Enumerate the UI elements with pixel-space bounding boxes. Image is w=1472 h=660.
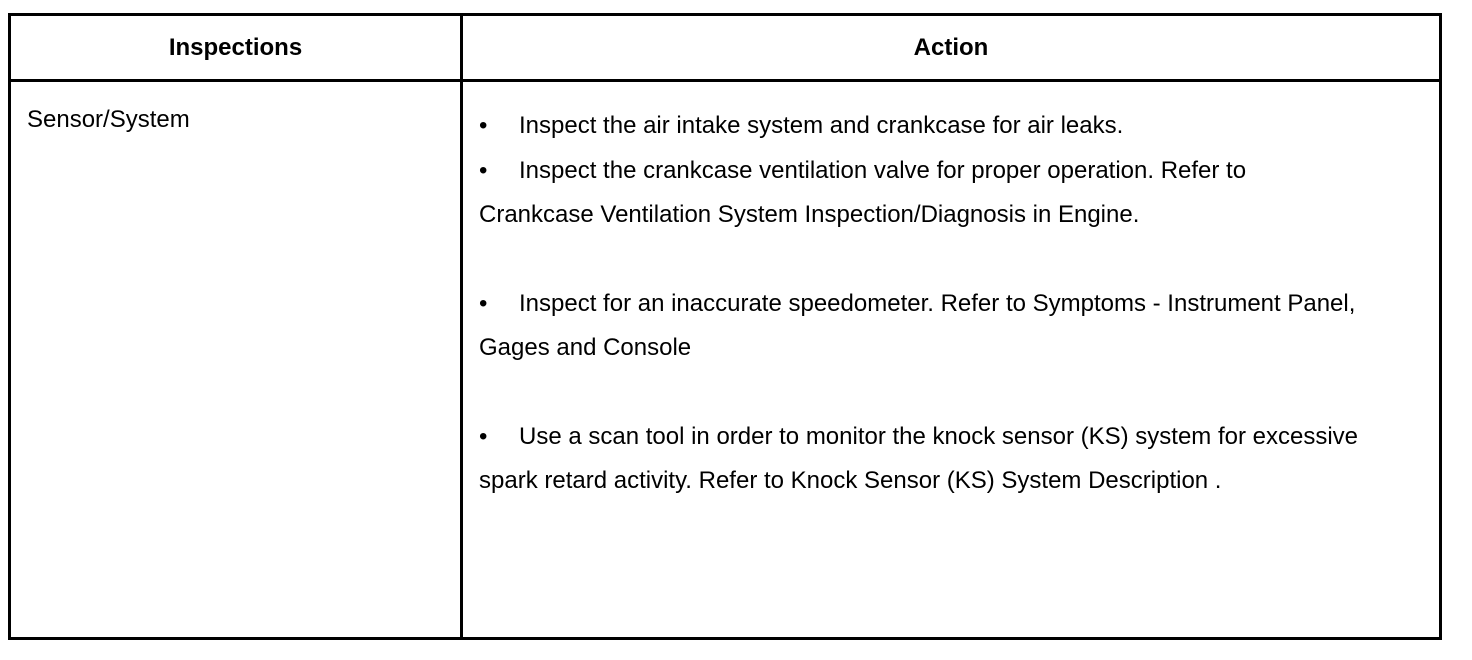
header-divider bbox=[11, 79, 1439, 82]
bullet-icon: • bbox=[479, 156, 488, 184]
action-text: Inspect for an inaccurate speedometer. Refer to Symptoms - Instrument Panel, Gages and Console bbox=[479, 289, 1356, 361]
action-item bbox=[479, 104, 1359, 149]
bullet-icon: • bbox=[479, 289, 488, 317]
action-cell bbox=[479, 104, 1359, 504]
action-item bbox=[479, 149, 1359, 238]
action-item bbox=[479, 415, 1359, 504]
column-divider bbox=[460, 16, 463, 637]
header-action: Action bbox=[913, 33, 989, 61]
action-text: Use a scan tool in order to monitor the knock sensor (KS) system for excessive spark retard activity. Refer to Knock Sensor (KS) System Description . bbox=[479, 422, 1359, 494]
action-item bbox=[479, 282, 1359, 371]
inspection-cell: Sensor/System bbox=[27, 106, 190, 133]
bullet-icon: • bbox=[479, 422, 488, 450]
bullet-icon: • bbox=[479, 112, 488, 139]
inspection-table bbox=[8, 13, 1442, 640]
action-text: Inspect the crankcase ventilation valve for proper operation. Refer to Crankcase Ventilation System Inspection/Diagnosis in Engine. bbox=[479, 156, 1247, 228]
header-inspections: Inspections bbox=[168, 33, 303, 61]
action-text: Inspect the air intake system and crankcase for air leaks. bbox=[519, 112, 1124, 139]
